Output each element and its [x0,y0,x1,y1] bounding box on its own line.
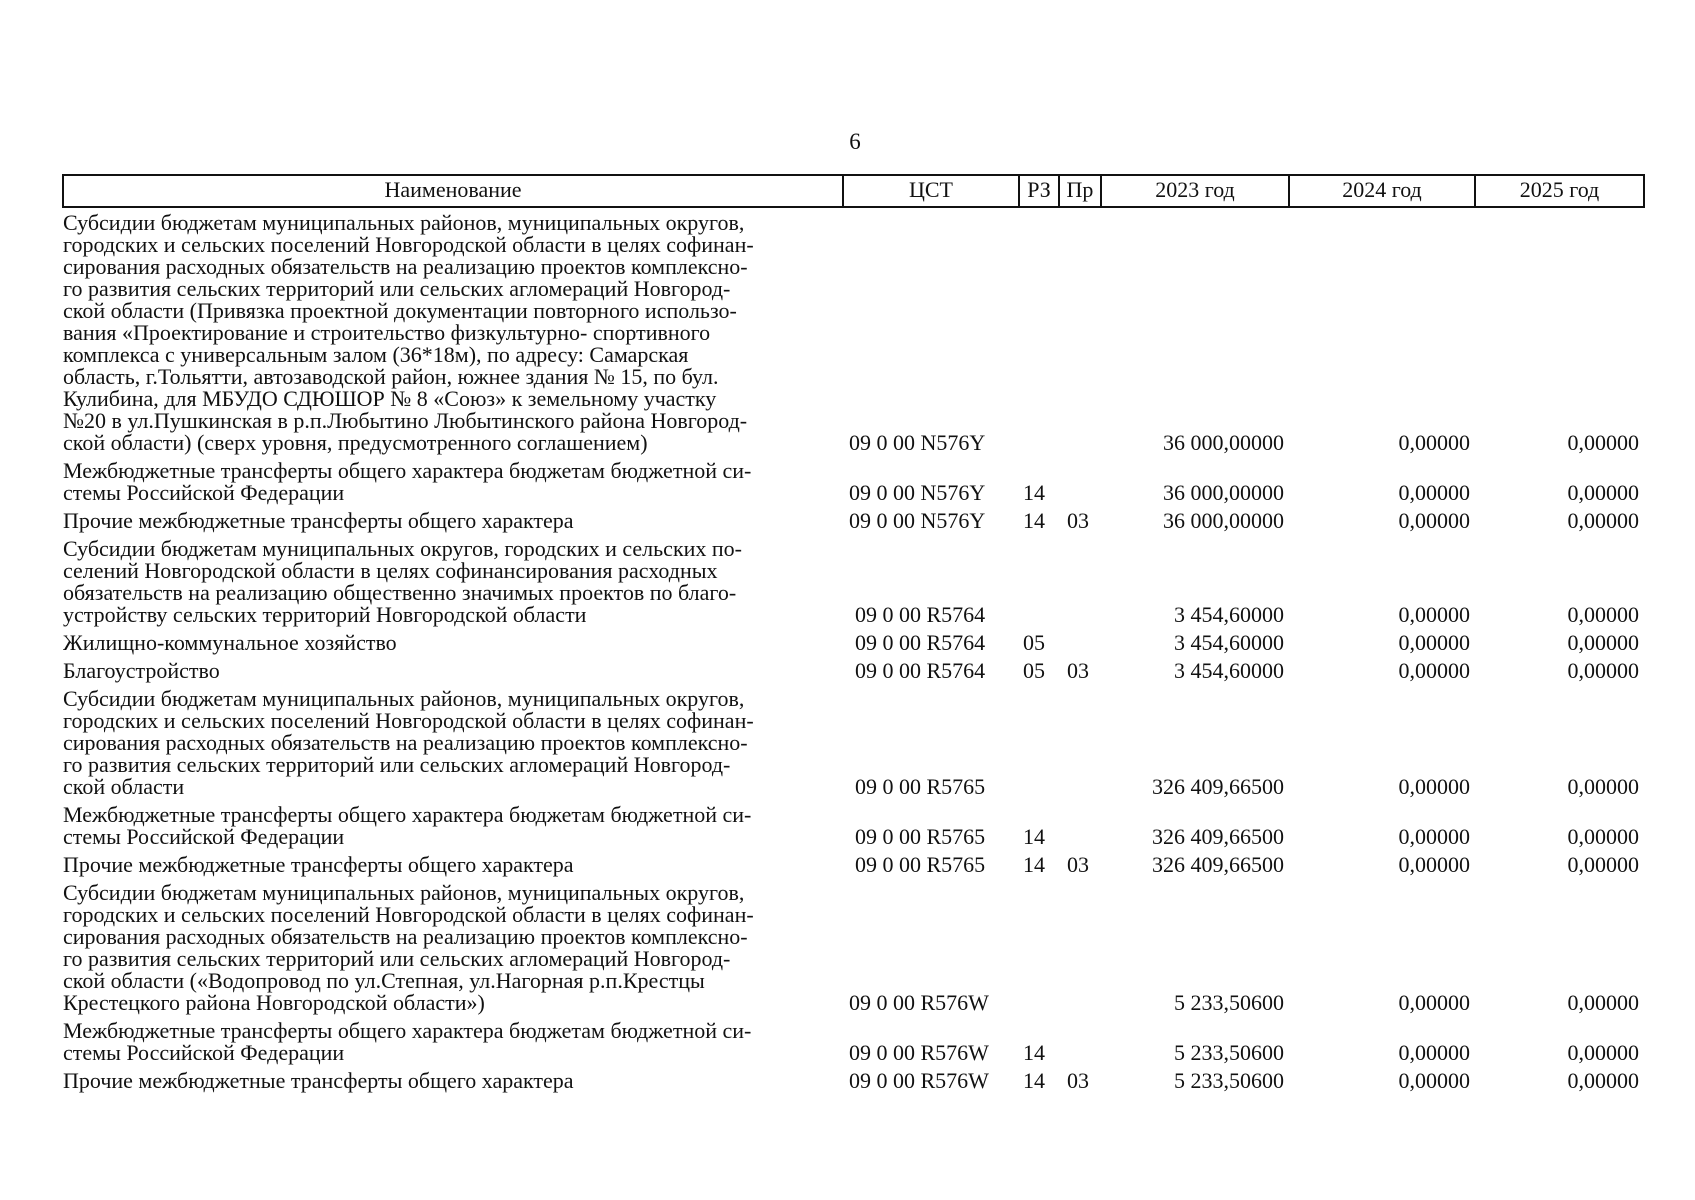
row-name-line: стемы Российской Федерации [63,1040,345,1065]
row-name-line: Субсидии бюджетам муниципальных районов, муниципальных округов, [63,880,745,905]
row-2024-cell: 0,00000 [1398,602,1470,627]
row-2023-cell: 326 409,66500 [1152,774,1284,799]
row-2023-cell: 36 000,00000 [1163,480,1284,505]
table-row [63,798,1644,848]
row-pr-cell: 03 [1067,1068,1089,1093]
row-name-line: комплекса с универсальным залом (36*18м), по адресу: Самарская [63,342,689,367]
table-row [63,626,1644,654]
row-name-line: №20 в ул.Пушкинская в р.п.Любытино Любытинского района Новгород- [63,408,748,433]
row-2025-cell: 0,00000 [1567,430,1639,455]
row-name-cell [63,207,843,454]
row-2025-cell: 0,00000 [1567,630,1639,655]
row-2025-cell: 0,00000 [1567,508,1639,533]
row-2025-cell: 0,00000 [1567,658,1639,683]
row-name-line: Межбюджетные трансферты общего характера бюджетам бюджетной си- [63,802,752,827]
table-row [63,454,1644,504]
row-cst-cell: 09 0 00 R5765 [855,852,986,877]
row-name-line: Прочие межбюджетные трансферты общего характера [63,508,574,533]
row-name-line: ской области) (сверх уровня, предусмотренного соглашением) [63,430,648,455]
row-cst-cell: 09 0 00 R576W [849,1040,989,1065]
table-body [63,207,1644,1092]
row-name-line: Межбюджетные трансферты общего характера бюджетам бюджетной си- [63,1018,752,1043]
row-name-cell [63,532,843,626]
column-header-2025: 2025 год [1475,175,1644,207]
row-name-line: городских и сельских поселений Новгородской области в целях софинан- [63,708,754,733]
row-name-line: Прочие межбюджетные трансферты общего характера [63,852,574,877]
row-2024-cell: 0,00000 [1398,658,1470,683]
row-2023-cell: 3 454,60000 [1174,602,1284,627]
row-rz-cell: 14 [1023,824,1045,849]
row-2025-cell: 0,00000 [1567,1068,1639,1093]
row-2024-cell: 0,00000 [1398,480,1470,505]
table-row [63,848,1644,876]
row-rz-cell [1019,207,1059,454]
row-2025-cell: 0,00000 [1567,602,1639,627]
row-rz-cell: 14 [1023,852,1045,877]
column-header-name: Наименование [63,175,843,207]
table-row [63,504,1644,532]
row-rz-cell [1019,532,1059,626]
row-name-line: Крестецкого района Новгородской области») [63,990,485,1015]
row-2025-cell: 0,00000 [1567,824,1639,849]
row-2023-cell: 326 409,66500 [1152,824,1284,849]
budget-table [62,174,1645,1092]
row-name-line: го развития сельских территорий или сельских агломераций Новгород- [63,752,731,777]
row-name-cell [63,848,843,876]
row-name-line: го развития сельских территорий или сельских агломераций Новгород- [63,946,731,971]
row-rz-cell [1019,682,1059,798]
row-pr-cell [1059,876,1101,1014]
row-name-line: селений Новгородской области в целях софинансирования расходных [63,558,718,583]
row-2023-cell: 5 233,50600 [1174,1040,1284,1065]
row-pr-cell [1059,207,1101,454]
row-rz-cell: 14 [1023,1040,1045,1065]
row-name-line: ской области [63,774,185,799]
row-cst-cell: 09 0 00 R5765 [855,824,986,849]
row-name-line: Межбюджетные трансферты общего характера бюджетам бюджетной си- [63,458,752,483]
row-pr-cell [1059,454,1101,504]
row-name-cell [63,798,843,848]
row-2025-cell: 0,00000 [1567,852,1639,877]
column-header-pr: Пр [1059,175,1101,207]
row-name-line: Субсидии бюджетам муниципальных районов, муниципальных округов, [63,210,745,235]
row-pr-cell [1059,626,1101,654]
row-2023-cell: 3 454,60000 [1174,630,1284,655]
row-name-line: вания «Проектирование и строительство физкультурно- спортивного [63,320,711,345]
row-rz-cell: 14 [1023,508,1045,533]
row-cst-cell: 09 0 00 N576Y [849,430,986,455]
row-name-cell [63,454,843,504]
row-cst-cell: 09 0 00 R5764 [855,630,986,655]
row-cst-cell: 09 0 00 N576Y [849,508,986,533]
row-2023-cell: 5 233,50600 [1174,990,1284,1015]
row-name-line: Субсидии бюджетам муниципальных округов, городских и сельских по- [63,536,743,561]
row-2023-cell: 3 454,60000 [1174,658,1284,683]
row-name-line: Субсидии бюджетам муниципальных районов, муниципальных округов, [63,686,745,711]
row-name-line: стемы Российской Федерации [63,824,345,849]
table-row [63,1014,1644,1064]
row-name-line: ской области (Привязка проектной документации повторного использо- [63,298,737,323]
row-2023-cell: 5 233,50600 [1174,1068,1284,1093]
row-rz-cell: 14 [1023,480,1045,505]
row-2024-cell: 0,00000 [1398,1068,1470,1093]
table-row [63,207,1644,454]
row-2024-cell: 0,00000 [1398,990,1470,1015]
row-name-line: городских и сельских поселений Новгородской области в целях софинан- [63,902,754,927]
row-2024-cell: 0,00000 [1398,430,1470,455]
column-header-cst: ЦСТ [843,175,1019,207]
row-name-line: го развития сельских территорий или сельских агломераций Новгород- [63,276,731,301]
row-pr-cell [1059,532,1101,626]
row-2023-cell: 326 409,66500 [1152,852,1284,877]
row-name-line: стемы Российской Федерации [63,480,345,505]
table-row [63,532,1644,626]
table-row [63,1064,1644,1092]
row-pr-cell: 03 [1067,852,1089,877]
row-2024-cell: 0,00000 [1398,774,1470,799]
row-2024-cell: 0,00000 [1398,630,1470,655]
table-row [63,682,1644,798]
row-name-cell [63,682,843,798]
row-name-cell [63,1014,843,1064]
row-cst-cell: 09 0 00 R576W [849,1068,989,1093]
row-name-cell [63,654,843,682]
column-header-rz: РЗ [1019,175,1059,207]
row-name-line: ской области («Водопровод по ул.Степная, ул.Нагорная р.п.Крестцы [63,968,705,993]
row-2025-cell: 0,00000 [1567,774,1639,799]
row-rz-cell: 05 [1023,658,1045,683]
row-pr-cell [1059,798,1101,848]
row-name-line: Благоустройство [63,658,220,683]
row-pr-cell [1059,1014,1101,1064]
row-name-line: городских и сельских поселений Новгородской области в целях софинан- [63,232,754,257]
row-pr-cell [1059,682,1101,798]
row-name-line: сирования расходных обязательств на реализацию проектов комплексно- [63,730,748,755]
row-cst-cell: 09 0 00 R5764 [855,602,986,627]
row-name-line: Кулибина, для МБУДО СДЮШОР № 8 «Союз» к земельному участку [63,386,717,411]
row-2025-cell: 0,00000 [1567,990,1639,1015]
row-2025-cell: 0,00000 [1567,480,1639,505]
row-rz-cell: 05 [1023,630,1045,655]
row-name-line: устройству сельских территорий Новгородской области [63,602,587,627]
row-2024-cell: 0,00000 [1398,508,1470,533]
row-rz-cell: 14 [1023,1068,1045,1093]
row-2023-cell: 36 000,00000 [1163,508,1284,533]
row-name-line: Жилищно-коммунальное хозяйство [63,630,397,655]
table-row [63,876,1644,1014]
row-rz-cell [1019,876,1059,1014]
row-2024-cell: 0,00000 [1398,1040,1470,1065]
row-name-line: область, г.Тольятти, автозаводской район, южнее здания № 15, по бул. [63,364,719,389]
row-name-cell [63,876,843,1014]
table-row [63,654,1644,682]
row-name-cell [63,504,843,532]
row-2025-cell: 0,00000 [1567,1040,1639,1065]
row-2024-cell: 0,00000 [1398,852,1470,877]
column-header-2024: 2024 год [1289,175,1475,207]
row-pr-cell: 03 [1067,658,1089,683]
row-cst-cell: 09 0 00 R5764 [855,658,986,683]
row-name-cell [63,1064,843,1092]
header-row [63,175,1644,207]
page-number: 6 [849,129,861,154]
row-cst-cell: 09 0 00 N576Y [849,480,986,505]
row-cst-cell: 09 0 00 R576W [849,990,989,1015]
table-header [63,175,1644,207]
row-name-line: сирования расходных обязательств на реализацию проектов комплексно- [63,924,748,949]
row-name-cell [63,626,843,654]
row-name-line: обязательств на реализацию общественно значимых проектов по благо- [63,580,737,605]
row-2024-cell: 0,00000 [1398,824,1470,849]
column-header-2023: 2023 год [1101,175,1289,207]
row-name-line: Прочие межбюджетные трансферты общего характера [63,1068,574,1093]
row-pr-cell: 03 [1067,508,1089,533]
row-name-line: сирования расходных обязательств на реализацию проектов комплексно- [63,254,748,279]
row-2023-cell: 36 000,00000 [1163,430,1284,455]
row-cst-cell: 09 0 00 R5765 [855,774,986,799]
